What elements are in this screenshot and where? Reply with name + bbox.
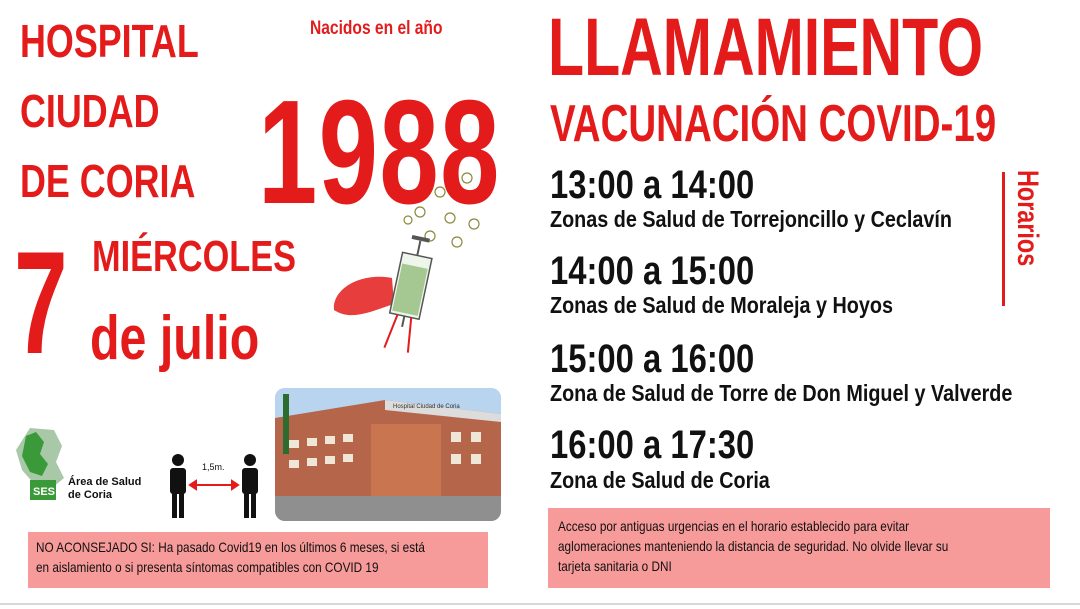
- hospital-name-line-2: CIUDAD: [20, 85, 160, 137]
- person-icon: [242, 454, 258, 518]
- schedule-zone-3: Zona de Salud de Torre de Don Miguel y Valverde: [550, 380, 1013, 406]
- access-notice-line-3: tarjeta sanitaria o DNI: [558, 558, 672, 574]
- warning-notice: [28, 532, 488, 588]
- photo-sign-text: Hospital Ciudad de Coria: [393, 404, 460, 410]
- access-notice-line-1: Acceso por antiguas urgencias en el horario establecido para evitar: [558, 518, 910, 534]
- logo-label-line-1: Área de Salud: [68, 476, 142, 488]
- schedule-time-2: 14:00 a 15:00: [550, 249, 755, 293]
- syringe-hero-illustration: [322, 160, 502, 360]
- distance-label: 1,5m.: [202, 462, 225, 472]
- schedule-label-text: Horarios: [1011, 170, 1044, 267]
- schedule-time-1: 13:00 a 14:00: [550, 163, 755, 207]
- warning-notice-line-1: NO ACONSEJADO SI: Ha pasado Covid19 en los últimos 6 meses, si está: [36, 539, 425, 555]
- logo-label: [68, 476, 141, 502]
- logo-label-line-2: de Coria: [68, 489, 113, 501]
- date-weekday: MIÉRCOLES: [92, 232, 297, 281]
- schedule-zone-2: Zonas de Salud de Moraleja y Hoyos: [550, 292, 893, 318]
- logo-badge-text: SES: [33, 486, 56, 498]
- hospital-name-line-1: HOSPITAL: [20, 15, 199, 67]
- page-subtitle: VACUNACIÓN COVID-19: [550, 95, 997, 153]
- cape-shape: [334, 277, 394, 315]
- schedule-zone-4: Zona de Salud de Coria: [550, 467, 770, 493]
- access-notice-line-2: aglomeraciones manteniendo la distancia de seguridad. No olvide llevar su: [558, 538, 949, 554]
- date-day-number: 7: [14, 221, 68, 384]
- access-notice: [548, 508, 1050, 588]
- schedule-vertical-label: [1002, 170, 1042, 310]
- person-icon: [170, 454, 186, 518]
- schedule-time-3: 15:00 a 16:00: [550, 337, 755, 381]
- double-arrow-icon: [190, 481, 238, 489]
- page-title: LLAMAMIENTO: [548, 2, 984, 93]
- warning-notice-line-2: en aislamiento o si presenta síntomas compatibles con COVID 19: [36, 559, 379, 575]
- bottom-divider: [0, 603, 1080, 605]
- date-day-month: de julio: [90, 304, 260, 373]
- birth-year: 1988: [258, 70, 501, 235]
- schedule-time-4: 16:00 a 17:30: [550, 423, 755, 467]
- hospital-building-photo: [275, 388, 501, 521]
- birth-year-label: Nacidos en el año: [310, 18, 443, 39]
- schedule-zone-1: Zonas de Salud de Torrejoncillo y Ceclavín: [550, 206, 952, 232]
- schedule-label-bar: [1002, 172, 1005, 306]
- hospital-name-line-3: DE CORIA: [20, 155, 196, 207]
